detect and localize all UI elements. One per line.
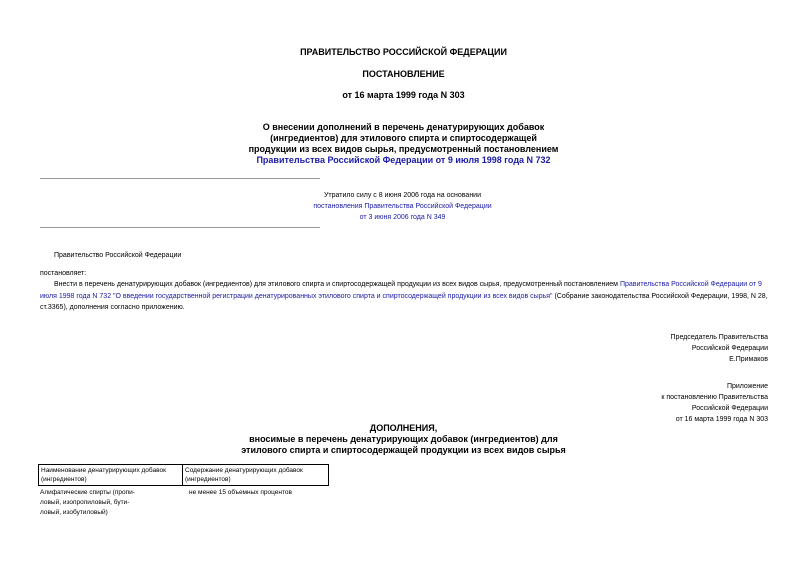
body-text-before: Внести в перечень денатурирующих добавок (ингредиентов) для этилового спирта и спиртосодержащей продукции из всех видов сырья, предусмотренный постановлением — [54, 281, 620, 288]
document-title — [0, 122, 807, 166]
supplements-line-2: вносимые в перечень денатурирующих добавок (ингредиентов) для — [249, 434, 558, 444]
lapse-note-link-1[interactable]: постановления Правительства Российской Федерации — [313, 203, 492, 210]
table-header — [38, 464, 329, 486]
appendix-line-4: от 16 марта 1999 года N 303 — [675, 416, 768, 423]
doc-type-heading: ПОСТАНОВЛЕНИЕ — [362, 69, 445, 79]
signature-block — [671, 332, 768, 365]
title-line-1: О внесении дополнений в перечень денатурирующих добавок — [262, 122, 545, 132]
title-line-3: продукции из всех видов сырья, предусмотренный постановлением — [248, 144, 559, 154]
lapse-note-text: Утратило силу с 8 июня 2006 года на основании — [323, 192, 482, 199]
resolution-body — [40, 279, 770, 314]
intro-government: Правительство Российской Федерации — [54, 252, 182, 259]
divider-top — [40, 178, 320, 179]
date-number-heading: от 16 марта 1999 года N 303 — [342, 90, 465, 100]
signature-name: Е.Примаков — [729, 356, 768, 363]
title-reference-link[interactable]: Правительства Российской Федерации от 9 июля 1998 года N 732 — [256, 155, 551, 165]
lapse-note — [250, 190, 555, 223]
divider-bottom — [40, 227, 320, 228]
supplements-line-1: ДОПОЛНЕНИЯ, — [369, 423, 438, 433]
table-header-name: Наименование денатурирующих добавок (ингредиентов) — [39, 465, 183, 485]
supplements-title — [0, 423, 807, 456]
government-heading: ПРАВИТЕЛЬСТВО РОССИЙСКОЙ ФЕДЕРАЦИИ — [300, 47, 507, 57]
signature-line-2: Российской Федерации — [691, 345, 768, 352]
signature-line-1: Председатель Правительства — [670, 334, 768, 341]
appendix-line-1: Приложение — [726, 383, 768, 390]
appendix-line-2: к постановлению Правительства — [661, 394, 768, 401]
body-link-title[interactable]: "О введении государственной регистрации денатурированных этилового спирта и спиртосодержащей продукции из всех видов сырья" — [111, 292, 553, 300]
supplements-line-3: этилового спирта и спиртосодержащей продукции из всех видов сырья — [241, 445, 566, 455]
table-row-name: Алифатические спирты (пропи- ловый, изопропиловый, бути- ловый, изобутиловый) — [40, 489, 135, 516]
title-line-2: (ингредиентов) для этилового спирта и спиртосодержащей — [270, 133, 537, 143]
table-row-content: не менее 15 объемных процентов — [189, 489, 292, 496]
body-link-resolution[interactable]: Правительства Российской Федерации от 9 июля 1998 года N 732 — [40, 281, 762, 300]
appendix-block — [661, 381, 768, 425]
intro-decrees: постановляет: — [40, 270, 87, 277]
table-header-content: Содержание денатурирующих добавок (ингредиентов) — [185, 467, 303, 483]
body-text-after: (Собрание законодательства Российской Федерации, 1998, N 28, ст.3365), дополнения согласно приложению. — [40, 292, 768, 311]
lapse-note-link-2[interactable]: от 3 июня 2006 года N 349 — [359, 214, 446, 221]
appendix-line-3: Российской Федерации — [691, 405, 768, 412]
